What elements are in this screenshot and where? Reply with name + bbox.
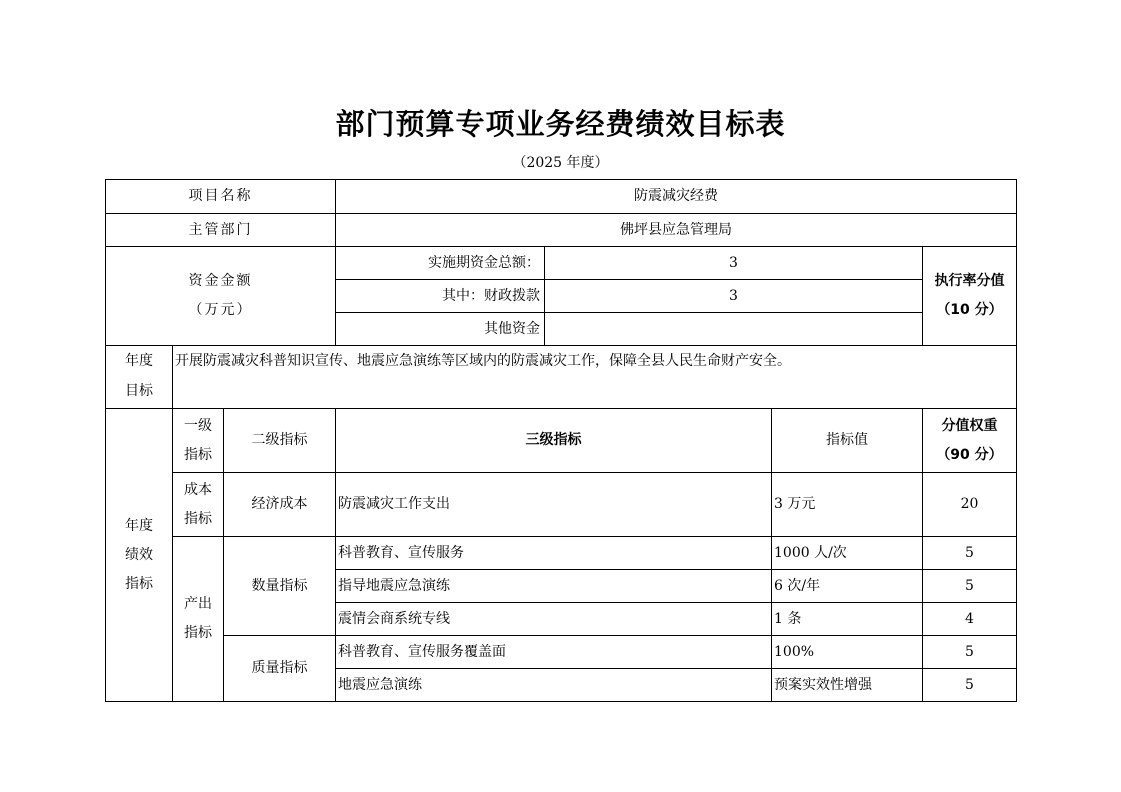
indicator-value: 1 条 [772, 603, 923, 636]
indicator-header-row [106, 409, 1017, 473]
department-value: 佛坪县应急管理局 [336, 214, 1017, 247]
page-title: 部门预算专项业务经费绩效目标表 [335, 107, 786, 141]
indicator-value: 6 次/年 [772, 570, 923, 603]
indicator-name: 指导地震应急演练 [336, 570, 772, 603]
indicator-value: 预案实效性增强 [772, 669, 923, 702]
project-row [106, 180, 1017, 214]
header-level1-line2: 指标 [184, 446, 212, 463]
cost-level1-line2: 指标 [184, 510, 212, 527]
output-level1-line1: 产出 [184, 596, 212, 612]
annual-goal-label-line2: 目标 [125, 383, 153, 399]
cost-level1-line1: 成本 [184, 481, 212, 498]
header-level1-line1: 一级 [184, 417, 212, 434]
header-weight-label: 分值权重 [941, 417, 998, 434]
project-value: 防震减灾经费 [336, 180, 1017, 214]
annual-goal-label [106, 346, 173, 409]
cost-level1 [173, 473, 224, 537]
cost-row [106, 473, 1017, 537]
header-level3: 三级指标 [336, 409, 772, 473]
quality-label: 质量指标 [224, 636, 336, 702]
indicator-weight: 5 [923, 669, 1017, 702]
exec-rate-label: 执行率分值 [934, 273, 1005, 289]
funds-total-label: 实施期资金总额： [336, 247, 545, 280]
indicators-section-line3: 指标 [125, 575, 153, 592]
indicator-weight: 5 [923, 537, 1017, 570]
indicator-weight: 4 [923, 603, 1017, 636]
cost-level2: 经济成本 [224, 473, 336, 537]
department-label: 主管部门 [106, 214, 336, 247]
indicators-section-line2: 绩效 [125, 546, 153, 563]
page-subtitle: （2025 年度） [512, 155, 609, 171]
cost-value: 3 万元 [772, 473, 923, 537]
indicators-section-label [106, 409, 173, 702]
indicators-section-line1: 年度 [125, 517, 153, 534]
table-row [106, 537, 1017, 570]
indicator-name: 科普教育、宣传服务 [336, 537, 772, 570]
funds-label: 资金金额 [188, 273, 253, 289]
indicator-weight: 5 [923, 636, 1017, 669]
header-level1 [173, 409, 224, 473]
header-weight [923, 409, 1017, 473]
indicator-weight: 5 [923, 570, 1017, 603]
funds-total-value: 3 [545, 247, 923, 280]
output-level1-line2: 指标 [184, 625, 212, 641]
indicator-name: 科普教育、宣传服务覆盖面 [336, 636, 772, 669]
funds-other-value [545, 313, 923, 346]
funds-other-label: 其他资金 [336, 313, 545, 346]
cost-weight: 20 [923, 473, 1017, 537]
department-row [106, 214, 1017, 247]
header-level2: 二级指标 [224, 409, 336, 473]
performance-table [105, 179, 1017, 702]
indicator-value: 1000 人/次 [772, 537, 923, 570]
annual-goal-text: 开展防震减灾科普知识宣传、地震应急演练等区域内的防震减灾工作，保障全县人民生命财产安全。 [173, 346, 1017, 409]
exec-rate-cell [923, 247, 1017, 346]
annual-goal-label-line1: 年度 [125, 353, 153, 369]
funds-unit: （万元） [188, 302, 253, 318]
funds-label-cell [106, 247, 336, 346]
table-row [106, 636, 1017, 669]
exec-rate-score: （10 分） [936, 302, 1003, 318]
indicator-name: 地震应急演练 [336, 669, 772, 702]
indicator-value: 100% [772, 636, 923, 669]
quantity-label: 数量指标 [224, 537, 336, 636]
funds-fiscal-label: 其中：财政拨款 [336, 280, 545, 313]
annual-goal-row [106, 346, 1017, 409]
funds-fiscal-value: 3 [545, 280, 923, 313]
header-weight-score: （90 分） [936, 446, 1003, 463]
header-value: 指标值 [772, 409, 923, 473]
project-label: 项目名称 [106, 180, 336, 214]
funds-total-row [106, 247, 1017, 280]
cost-level3: 防震减灾工作支出 [336, 473, 772, 537]
output-level1 [173, 537, 224, 702]
indicator-name: 震情会商系统专线 [336, 603, 772, 636]
